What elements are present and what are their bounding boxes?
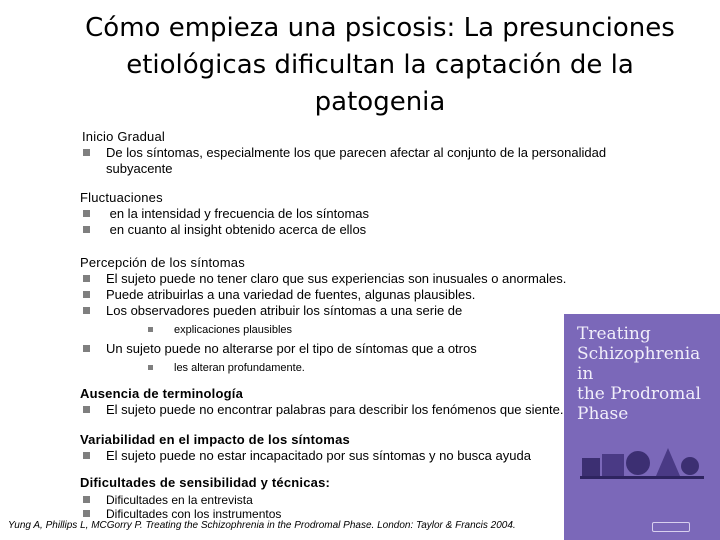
citation: Yung A, Phillips L, MCGorry P. Treating the Schizophrenia in the Prodromal Phase. London: Taylor & Francis 2004. (8, 520, 516, 531)
sub-bullet-item: les alteran profundamente. (80, 361, 566, 375)
section-fluctuaciones (80, 190, 369, 238)
section-heading: Ausencia de terminología (80, 386, 244, 401)
bullet-item: El sujeto puede no tener claro que sus experiencias son inusuales o anormales. (80, 271, 566, 287)
bullet-item: Los observadores pueden atribuir los síntomas a una serie de (80, 303, 566, 319)
section-ausencia (80, 386, 563, 418)
publisher-logo (652, 522, 690, 532)
book-title (577, 324, 717, 424)
section-heading: Inicio Gradual (82, 129, 166, 144)
bullet-item (80, 145, 606, 177)
section-heading: Percepción de los síntomas (80, 255, 245, 270)
book-title-line: Schizophrenia in (577, 344, 701, 384)
bullet-item: Dificultades en la entrevista (80, 493, 330, 507)
section-heading: Dificultades de sensibilidad y técnicas: (80, 475, 331, 490)
section-variabilidad (80, 432, 531, 464)
book-title-line: Phase (577, 404, 629, 424)
slide-title: Cómo empieza una psicosis: La presunciones etiológicas dificultan la captación de la patogenia (85, 13, 675, 117)
book-title-line: the Prodromal (577, 384, 701, 404)
bullet-item: El sujeto puede no estar incapacitado por sus síntomas y no busca ayuda (80, 448, 531, 464)
bullet-item: en cuanto al insight obtenido acerca de ellos (80, 222, 369, 238)
section-percepcion (80, 255, 566, 375)
section-dificultades (80, 475, 330, 521)
book-cover-image (564, 314, 720, 540)
bullet-text: De los síntomas, especialmente los que parecen afectar al conjunto de la personalidad (106, 145, 607, 160)
section-heading: Fluctuaciones (80, 190, 163, 205)
bullet-item: Un sujeto puede no alterarse por el tipo de síntomas que a otros (80, 341, 566, 357)
bullet-item: El sujeto puede no encontrar palabras para describir los fenómenos que siente. (80, 402, 563, 418)
section-inicio-gradual (82, 129, 606, 177)
bullet-text: subyacente (106, 161, 173, 176)
book-title-line: Treating (577, 324, 651, 344)
bullet-item: Puede atribuirlas a una variedad de fuentes, algunas plausibles. (80, 287, 566, 303)
sub-bullet-item: explicaciones plausibles (80, 323, 566, 337)
section-heading: Variabilidad en el impacto de los síntomas (80, 432, 350, 447)
bullet-item: Dificultades con los instrumentos (80, 507, 330, 521)
bullet-item: en la intensidad y frecuencia de los síntomas (80, 206, 369, 222)
book-cover-shapes (580, 436, 704, 482)
